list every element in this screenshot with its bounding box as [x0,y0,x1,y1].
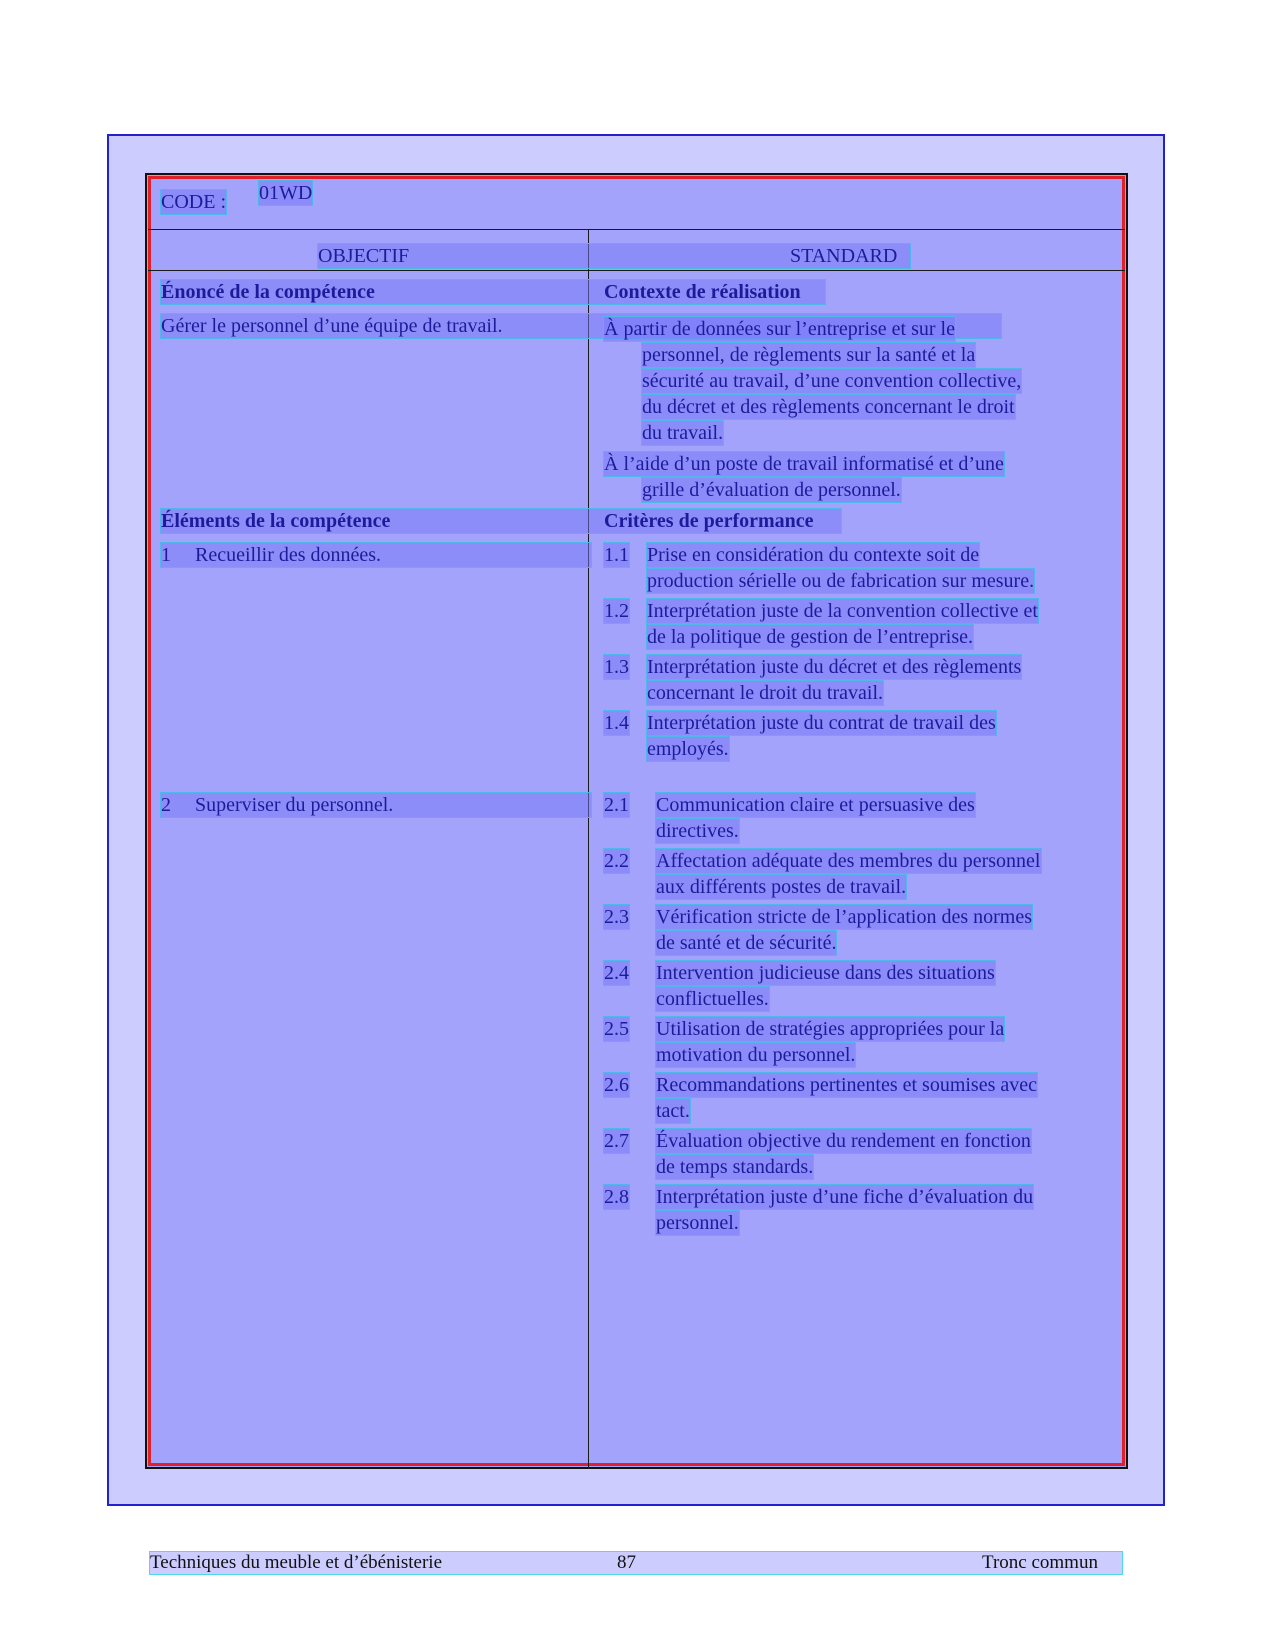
header-divider [148,229,1125,230]
criterion-line: Évaluation objective du rendement en fonction [656,1130,1031,1152]
criterion-number: 2.7 [604,1130,629,1152]
context-line: À partir de données sur l’entreprise et sur le [604,318,955,340]
criterion-line: directives. [656,820,739,842]
competency-table [145,173,1128,1469]
context-line: À l’aide d’un poste de travail informatisé et d’une [604,453,1004,475]
criterion-number: 2.6 [604,1074,629,1096]
criterion-line: employés. [647,738,729,760]
criterion-number: 1.2 [604,600,629,622]
criterion-number: 2.3 [604,906,629,928]
elements-heading: Éléments de la compétence [161,510,391,532]
criterion-line: Interprétation juste d’une fiche d’évaluation du [656,1186,1034,1208]
criterion-number: 2.5 [604,1018,629,1040]
criterion-line: personnel. [656,1212,739,1234]
element-text: Superviser du personnel. [195,794,394,816]
criterion-line: Interprétation juste de la convention collective et [647,600,1038,622]
criterion-line: Prise en considération du contexte soit de [647,544,980,566]
context-heading: Contexte de réalisation [604,281,801,303]
footer-program: Techniques du meuble et d’ébénisterie [150,1552,443,1573]
context-line: sécurité au travail, d’une convention collective, [642,370,1022,392]
footer-section: Tronc commun [982,1552,1098,1573]
criterion-number: 2.1 [604,794,629,816]
criterion-line: de santé et de sécurité. [656,932,837,954]
criterion-number: 2.8 [604,1186,629,1208]
page-number: 87 [617,1552,636,1573]
criterion-number: 2.4 [604,962,629,984]
criterion-line: Recommandations pertinentes et soumises avec [656,1074,1038,1096]
criterion-line: production sérielle ou de fabrication sur mesure. [647,570,1035,592]
context-line: personnel, de règlements sur la santé et la [642,344,976,366]
criterion-line: Communication claire et persuasive des [656,794,975,816]
criterion-number: 1.1 [604,544,629,566]
criterion-line: aux différents postes de travail. [656,876,907,898]
criterion-number: 2.2 [604,850,629,872]
code-label: CODE : [161,191,226,213]
column-header-standard: STANDARD [790,245,898,267]
criterion-line: Intervention judicieuse dans des situations [656,962,995,984]
column-header-objectif: OBJECTIF [318,245,410,267]
statement-heading: Énoncé de la compétence [161,281,375,303]
context-line: grille d’évaluation de personnel. [642,479,901,501]
criterion-line: Interprétation juste du contrat de travail des [647,712,996,734]
criterion-line: de la politique de gestion de l’entreprise. [647,626,974,648]
criteria-heading: Critères de performance [604,510,814,532]
element-text: Recueillir des données. [195,544,382,566]
criterion-line: Interprétation juste du décret et des règlements [647,656,1022,678]
criterion-number: 1.4 [604,712,629,734]
column-header-divider [148,270,1125,271]
criterion-line: Vérification stricte de l’application des normes [656,906,1032,928]
criterion-line: Utilisation de stratégies appropriées pour la [656,1018,1005,1040]
criterion-line: motivation du personnel. [656,1044,856,1066]
criterion-line: Affectation adéquate des membres du personnel [656,850,1041,872]
criterion-line: tact. [656,1100,690,1122]
criterion-line: de temps standards. [656,1156,814,1178]
code-value: 01WD [259,182,313,204]
element-number: 2 [161,794,171,816]
criterion-number: 1.3 [604,656,629,678]
criterion-line: conflictuelles. [656,988,769,1010]
column-divider [588,229,589,1469]
competency-statement: Gérer le personnel d’une équipe de travail. [161,315,503,337]
context-line: du décret et des règlements concernant le droit [642,396,1015,418]
element-number: 1 [161,544,171,566]
context-line: du travail. [642,422,724,444]
criterion-line: concernant le droit du travail. [647,682,884,704]
